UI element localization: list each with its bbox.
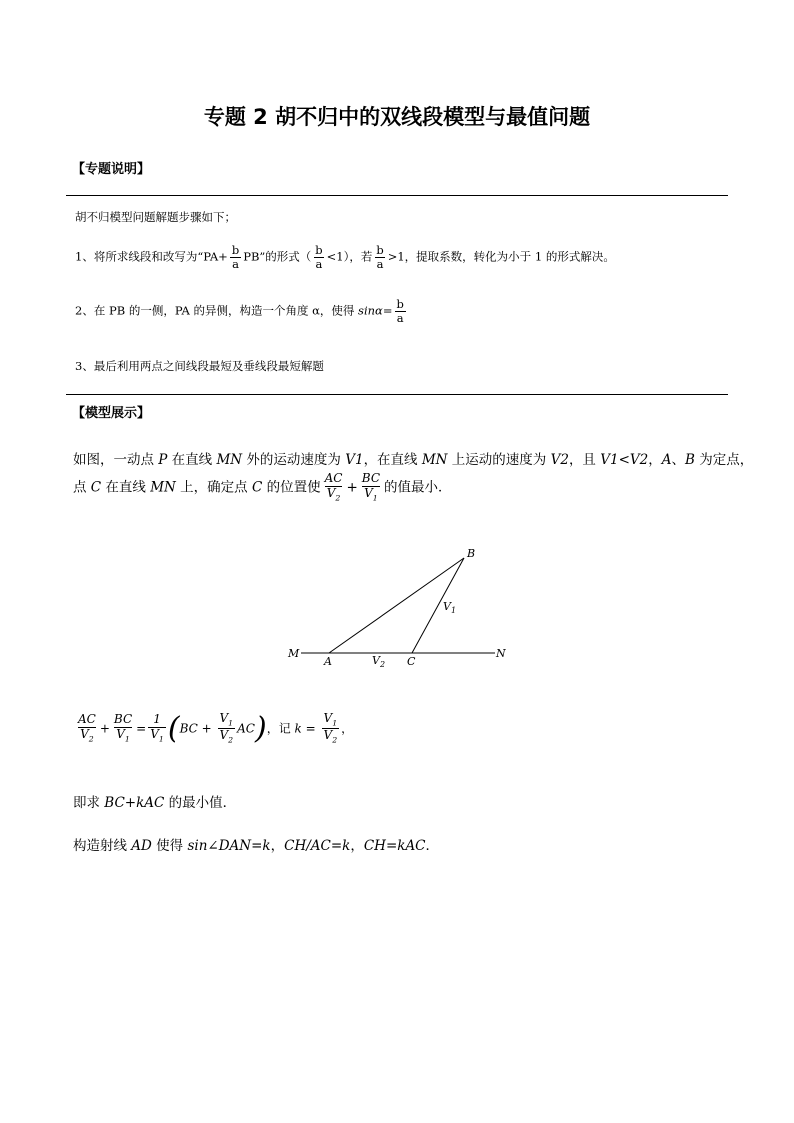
expression-sin-dan: sin∠DAN=k [187, 838, 271, 854]
expression-ch-ac: CH/AC=k [284, 838, 351, 854]
text: 构造射线 [73, 838, 132, 854]
text: 上运动的速度为 [447, 452, 551, 468]
text: 在直线 [101, 479, 151, 496]
expression-ch-kac: CH=kAC [363, 838, 426, 854]
subscript: 1 [228, 718, 234, 728]
step-1-text-a: 1、将所求线段和改写为“PA+ [75, 249, 228, 264]
subscript: 2 [228, 735, 234, 745]
point-p: P [158, 452, 168, 468]
step-1-text-d: >1，提取系数，转化为小于 1 的形式解决。 [387, 249, 615, 264]
point-c: C [90, 479, 102, 496]
fraction-numerator: 1 [153, 712, 161, 727]
step-1 [75, 244, 615, 271]
text: V [116, 727, 125, 742]
fraction-denominator: a [376, 257, 384, 272]
fraction-numerator: b [376, 243, 384, 257]
steps-intro: 胡不归模型问题解题步骤如下； [75, 210, 236, 224]
fraction-denominator [322, 728, 340, 745]
right-paren: ) [255, 710, 267, 746]
formula-line [74, 712, 353, 746]
fraction-ac-over-v2 [76, 713, 98, 744]
left-paren: ( [167, 710, 180, 746]
subscript: 1 [158, 734, 164, 744]
label-n: N [496, 647, 506, 660]
subscript: 2 [379, 660, 386, 669]
text: ，且 [568, 452, 601, 468]
fraction-denominator [218, 728, 236, 745]
fraction-denominator: a [232, 257, 239, 272]
fraction-numerator: AC [78, 712, 96, 727]
step-1-text-c: <1），若 [326, 249, 373, 264]
point-a: A [661, 452, 672, 468]
line-mn: MN [421, 452, 448, 468]
subscript: 2 [335, 493, 341, 503]
segment-bc [412, 558, 464, 653]
fraction-denominator [148, 727, 166, 744]
fraction-1-over-v1 [148, 713, 166, 744]
divider [66, 195, 728, 196]
section-heading-description: 【专题说明】 [72, 162, 151, 177]
text: 上，确定点 [175, 479, 252, 496]
text: V [443, 600, 451, 613]
page-title: 专题 2 胡不归中的双线段模型与最值问题 [203, 105, 591, 129]
text: V [323, 711, 333, 725]
fraction-denominator [325, 486, 343, 503]
fraction-denominator: a [396, 311, 404, 326]
fraction-numerator: AC [324, 471, 343, 485]
label-c: C [407, 655, 416, 668]
term-ac: AC [237, 721, 255, 736]
fraction-v1-over-v2 [218, 712, 236, 746]
fraction-b-over-a [394, 298, 405, 325]
text: V [80, 727, 89, 742]
fraction-denominator [362, 486, 380, 503]
speed-v2: V2 [550, 452, 569, 468]
text: V [219, 711, 229, 725]
subscript: 1 [450, 606, 457, 615]
geometry-diagram [280, 540, 520, 680]
fraction-denominator: a [315, 257, 323, 272]
text: V [219, 728, 229, 743]
text: ． [425, 838, 440, 854]
text: ， [350, 838, 364, 854]
point-c: C [251, 479, 263, 496]
text: 为定点， [694, 452, 754, 468]
text: 的值最小． [384, 479, 452, 496]
fraction-b-over-a [374, 244, 385, 271]
subscript: 2 [88, 734, 94, 744]
step-3: 3、最后利用两点之间线段最短及垂线段最短解题 [75, 359, 324, 373]
model-paragraph-4 [73, 834, 439, 854]
text: ， [270, 838, 285, 854]
text: 即求 [73, 795, 105, 811]
ray-ad: AD [131, 838, 152, 854]
divider [66, 394, 728, 395]
fraction-numerator: b [231, 243, 240, 257]
fraction-numerator [218, 712, 236, 728]
step-1-text-b: PB”的形式（ [243, 249, 312, 264]
text: 在直线 [167, 452, 217, 468]
text: 的最小值． [164, 795, 237, 811]
line-mn: MN [150, 479, 176, 496]
equals-sign: = [301, 721, 320, 736]
text: ，记 [266, 721, 295, 736]
label-v1 [443, 600, 456, 615]
text: 、 [671, 452, 685, 468]
speed-v1: V1 [345, 452, 364, 468]
fraction-b-over-a [313, 244, 324, 271]
label-m: M [288, 647, 300, 660]
subscript: 1 [372, 493, 378, 503]
speed-condition: V1<V2 [600, 452, 649, 468]
sin-alpha: sinα [358, 303, 383, 318]
text: ，在直线 [363, 452, 422, 468]
plus-sign: + [99, 721, 110, 736]
fraction-numerator: BC [361, 471, 381, 485]
fraction-denominator [114, 727, 132, 744]
fraction-v1-over-v2 [322, 712, 340, 746]
fraction-ac-over-v2 [323, 472, 345, 503]
expression-bc-kac: BC+kAC [104, 795, 165, 811]
text: 点 [73, 479, 91, 496]
fraction-numerator: b [396, 297, 404, 311]
plus-sign: + [197, 721, 216, 736]
model-paragraph-1 [73, 448, 753, 468]
fraction-bc-over-v1 [360, 472, 382, 503]
section-heading-model: 【模型展示】 [72, 406, 151, 421]
model-paragraph-2 [73, 472, 452, 503]
label-b: B [467, 547, 476, 560]
text: V [372, 654, 380, 667]
fraction-numerator: b [315, 243, 323, 257]
fraction-denominator [78, 727, 96, 744]
subscript: 2 [332, 735, 338, 745]
fraction-bc-over-v1 [112, 713, 134, 744]
step-2-text: 2、在 PB 的一侧，PA 的异侧，构造一个角度 α，使得 [75, 303, 359, 318]
fraction-numerator [322, 712, 340, 728]
text: ， [648, 452, 662, 468]
fraction-numerator: BC [113, 712, 133, 727]
subscript: 1 [124, 734, 130, 744]
text: 使得 [151, 838, 188, 854]
subscript: 1 [332, 718, 338, 728]
text: V [364, 485, 373, 500]
text: 的位置使 [262, 479, 321, 496]
label-v2 [372, 654, 385, 669]
equals-sign: = [136, 721, 147, 736]
label-a: A [324, 655, 332, 668]
line-mn: MN [216, 452, 243, 468]
text: V [150, 727, 159, 742]
equals-sign: = [382, 303, 393, 318]
text: V [326, 485, 336, 500]
model-paragraph-3 [73, 791, 236, 811]
step-2 [75, 298, 408, 325]
variable-k: k [294, 721, 302, 736]
text: V [323, 728, 333, 743]
text: ， [341, 721, 354, 736]
text: 外的运动速度为 [242, 452, 346, 468]
fraction-b-over-a [230, 244, 241, 271]
plus-sign: + [346, 479, 358, 496]
term-bc: BC [179, 721, 198, 736]
text: 如图，一动点 [73, 452, 159, 468]
point-b: B [684, 452, 695, 468]
